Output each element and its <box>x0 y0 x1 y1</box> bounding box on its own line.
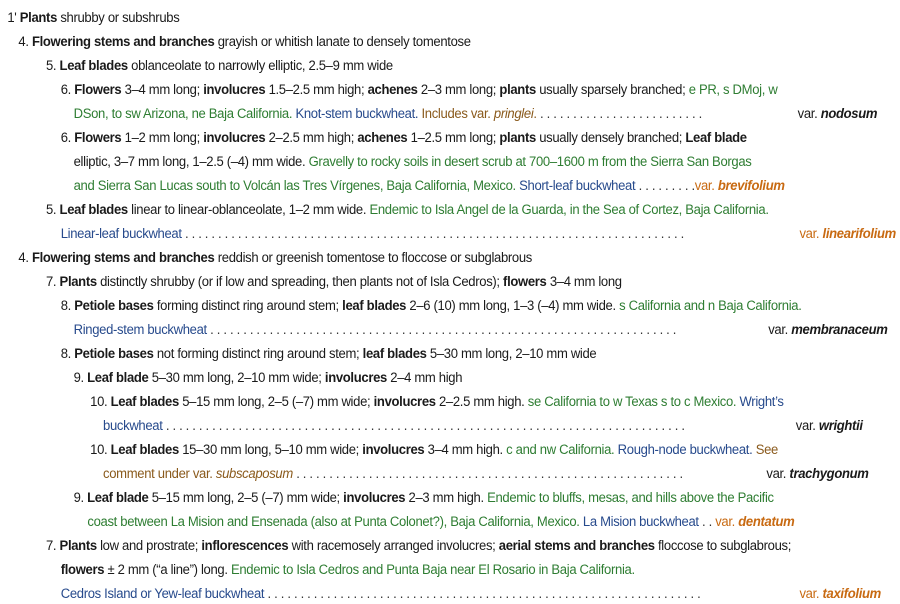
leader-dots: . . . . . . . . . . . . . . . . . . . . . . . . . <box>536 106 702 122</box>
bold-term: Flowering stems and branches <box>31 250 215 266</box>
bold-term: involucres <box>203 130 266 146</box>
bold-term: involucres <box>324 370 387 386</box>
key-couplet-7b <box>46 536 791 556</box>
note-text: . <box>533 106 537 122</box>
couplet-text: usually sparsely branched; <box>535 82 689 98</box>
key-couplet-4b <box>18 248 532 268</box>
bold-term: involucres <box>203 82 266 98</box>
key-continuation <box>87 512 900 532</box>
couplet-text: forming distinct ring around stem; <box>153 298 343 314</box>
couplet-text: linear to linear-oblanceolate, 1–2 mm wide. <box>127 202 367 218</box>
bold-term: inflorescences <box>201 538 289 554</box>
distribution-text: e PR, s DMoj, w <box>688 82 778 98</box>
bold-term: leaf blades <box>342 298 407 314</box>
note-taxon: pringlei <box>493 106 534 122</box>
couplet-text: 2–3 mm high. <box>405 490 484 506</box>
variety-result <box>798 104 878 124</box>
couplet-text: 2–2.5 mm high; <box>265 130 358 146</box>
common-name: Wright’s <box>736 394 784 410</box>
key-couplet-10a <box>90 392 783 412</box>
leader-dots: . . <box>698 514 712 530</box>
bold-term: flowers <box>503 274 547 290</box>
leader-dots: . . . . . . . . . . . . . . . . . . . . . . . . . . . . . . . . . . . . . . . . . . . . . . . . . . . . . . . . . . . . . . . . . . <box>264 586 701 602</box>
key-continuation <box>74 104 900 124</box>
bold-term: Plants <box>59 274 97 290</box>
variety-prefix: var. <box>797 106 821 122</box>
bold-term: Plants <box>19 10 58 26</box>
bold-term: Flowering stems and branches <box>31 34 215 50</box>
couplet-number: 10. <box>90 442 108 458</box>
key-couplet-6a <box>61 80 778 100</box>
bold-term: involucres <box>343 490 406 506</box>
couplet-text: shrubby or subshrubs <box>57 10 180 26</box>
bold-term: Flowers <box>74 82 122 98</box>
key-couplet-9a <box>74 368 463 388</box>
bold-term: Leaf blades <box>110 394 179 410</box>
couplet-text: 5–15 mm long, 2–5 (–7) mm wide; <box>178 394 374 410</box>
key-couplet-6b <box>61 128 747 148</box>
bold-term: flowers <box>60 562 105 578</box>
bold-term: Leaf blade <box>685 130 747 146</box>
couplet-text: 3–4 mm long <box>546 274 622 290</box>
key-couplet-5a <box>46 56 393 76</box>
bold-term: Leaf blades <box>110 442 179 458</box>
variety-prefix: var. <box>715 514 739 530</box>
common-name: buckwheat <box>103 418 163 434</box>
key-couplet-8b <box>61 344 597 364</box>
note-text: Includes var. <box>418 106 494 122</box>
couplet-text: 2–4 mm high <box>386 370 463 386</box>
distribution-text: c and nw California. <box>502 442 615 458</box>
common-name: Linear-leaf buckwheat <box>60 226 182 242</box>
bold-term: Petiole bases <box>74 346 154 362</box>
variety-prefix: var. <box>795 418 819 434</box>
couplet-number: 8. <box>60 298 71 314</box>
variety-prefix: var. <box>766 466 790 482</box>
couplet-text: reddish or greenish tomentose to floccose or subglabrous <box>214 250 533 266</box>
leader-dots: . . . . . . . . . . . . . . . . . . . . . . . . . . . . . . . . . . . . . . . . . . . . . . . . . . . . . . . . . . . . . . . . . . . . . . . . . . . . <box>181 226 684 242</box>
couplet-number: 5. <box>46 202 57 218</box>
bold-term: Plants <box>59 538 97 554</box>
couplet-number: 7. <box>46 538 57 554</box>
key-couplet-1prime <box>7 8 179 28</box>
key-couplet-9b <box>74 488 774 508</box>
common-name: Short-leaf buckwheat <box>515 178 636 194</box>
variety-name-wrightii: wrightii <box>818 418 863 434</box>
common-name: Ringed-stem buckwheat <box>73 322 207 338</box>
couplet-text: 15–30 mm long, 5–10 mm wide; <box>178 442 363 458</box>
couplet-text: 2–6 (10) mm long, 1–3 (–4) mm wide. <box>406 298 616 314</box>
bold-term: Leaf blade <box>87 490 149 506</box>
note-text: comment under var. <box>103 466 216 482</box>
couplet-text: usually densely branched; <box>535 130 686 146</box>
distribution-text: se California to w Texas s to c Mexico. <box>524 394 737 410</box>
couplet-text: not forming distinct ring around stem; <box>153 346 363 362</box>
bold-term: Leaf blade <box>87 370 149 386</box>
variety-result <box>799 584 880 604</box>
couplet-text: 5–30 mm long, 2–10 mm wide; <box>148 370 325 386</box>
couplet-text: floccose to subglabrous; <box>654 538 792 554</box>
couplet-number: 1' <box>7 10 17 26</box>
key-couplet-10b <box>90 440 778 460</box>
couplet-number: 6. <box>60 130 71 146</box>
common-name: Knot-stem buckwheat. <box>292 106 419 122</box>
couplet-text: 5–15 mm long, 2–5 (–7) mm wide; <box>148 490 344 506</box>
variety-result <box>796 416 863 436</box>
bold-term: Petiole bases <box>74 298 154 314</box>
couplet-number: 9. <box>73 370 84 386</box>
key-couplet-5b <box>46 200 769 220</box>
bold-term: Leaf blades <box>59 58 128 74</box>
couplet-text: 1–2 mm long; <box>121 130 204 146</box>
variety-result <box>768 320 887 340</box>
distribution-text: Endemic to Isla Angel de la Guarda, in the Sea of Cortez, Baja California. <box>366 202 769 218</box>
couplet-number: 9. <box>73 490 84 506</box>
note-text: See <box>752 442 778 458</box>
couplet-number: 4. <box>18 250 29 266</box>
distribution-text: coast between La Mision and Ensenada (also at Punta Colonet?), Baja California, Mexico. <box>87 514 580 530</box>
bold-term: involucres <box>373 394 436 410</box>
couplet-text: 2–2.5 mm high. <box>435 394 525 410</box>
couplet-text: 1.5–2.5 mm high; <box>265 82 368 98</box>
couplet-text: 2–3 mm long; <box>417 82 500 98</box>
distribution-text: and Sierra San Lucas south to Volcán las Tres Vírgenes, Baja California, Mexico. <box>73 178 516 194</box>
common-name: Cedros Island or Yew-leaf buckwheat <box>60 586 265 602</box>
variety-name-taxifolium: taxifolium <box>822 586 881 602</box>
couplet-text: 5–30 mm long, 2–10 mm wide <box>426 346 597 362</box>
variety-prefix: var. <box>694 178 718 194</box>
bold-term: plants <box>499 82 536 98</box>
key-continuation <box>103 416 900 436</box>
bold-term: involucres <box>362 442 425 458</box>
variety-name-trachygonum: trachygonum <box>789 466 869 482</box>
key-continuation <box>103 464 900 484</box>
variety-name-dentatum: dentatum <box>738 514 795 530</box>
variety-prefix: var. <box>799 586 823 602</box>
common-name: La Mision buckwheat <box>579 514 699 530</box>
couplet-text: low and prostrate; <box>96 538 202 554</box>
note-taxon: subscaposum <box>215 466 293 482</box>
key-couplet-4a <box>18 32 470 52</box>
couplet-text: distinctly shrubby (or if low and spreading, then plants not of Isla Cedros); <box>96 274 504 290</box>
bold-term: achenes <box>367 82 418 98</box>
key-continuation <box>74 152 752 172</box>
variety-result <box>766 464 868 484</box>
bold-term: plants <box>499 130 536 146</box>
variety-prefix: var. <box>768 322 792 338</box>
leader-dots: . . . . . . . . . <box>635 178 695 194</box>
distribution-text: Gravelly to rocky soils in desert scrub at 700–1600 m from the Sierra San Borgas <box>305 154 752 170</box>
key-continuation <box>60 224 896 244</box>
variety-name-brevifolium: brevifolium <box>717 178 785 194</box>
couplet-text: elliptic, 3–7 mm long, 1–2.5 (–4) mm wide. <box>73 154 306 170</box>
distribution-text: Endemic to Isla Cedros and Punta Baja near El Rosario in Baja California. <box>227 562 635 578</box>
couplet-number: 4. <box>18 34 29 50</box>
key-continuation <box>74 176 900 196</box>
couplet-number: 8. <box>60 346 71 362</box>
couplet-text: 3–4 mm high. <box>424 442 503 458</box>
couplet-text: grayish or whitish lanate to densely tomentose <box>214 34 471 50</box>
variety-result <box>799 224 895 244</box>
key-continuation <box>74 320 900 340</box>
couplet-text: oblanceolate to narrowly elliptic, 2.5–9 mm wide <box>127 58 393 74</box>
couplet-number: 6. <box>60 82 71 98</box>
distribution-text: s California and n Baja California. <box>615 298 802 314</box>
couplet-text: with racemosely arranged involucres; <box>288 538 499 554</box>
distribution-text: Endemic to bluffs, mesas, and hills above the Pacific <box>483 490 774 506</box>
distribution-text: DSon, to sw Arizona, ne Baja California. <box>73 106 293 122</box>
variety-name-membranaceum: membranaceum <box>791 322 888 338</box>
bold-term: Leaf blades <box>59 202 128 218</box>
key-continuation <box>61 560 635 580</box>
couplet-number: 5. <box>46 58 57 74</box>
couplet-text: 1–2.5 mm long; <box>407 130 500 146</box>
bold-term: leaf blades <box>362 346 427 362</box>
bold-term: aerial stems and branches <box>498 538 655 554</box>
couplet-text: 3–4 mm long; <box>121 82 204 98</box>
couplet-number: 7. <box>46 274 57 290</box>
leader-dots: . . . . . . . . . . . . . . . . . . . . . . . . . . . . . . . . . . . . . . . . . . . . . . . . . . . . . . . . . . . . . . . . . . . . . . . <box>206 322 677 338</box>
key-couplet-7a <box>46 272 622 292</box>
leader-dots: . . . . . . . . . . . . . . . . . . . . . . . . . . . . . . . . . . . . . . . . . . . . . . . . . . . . . . . . . . . <box>292 466 683 482</box>
variety-name-linearifolium: linearifolium <box>822 226 896 242</box>
bold-term: Flowers <box>74 130 122 146</box>
common-name: Rough-node buckwheat. <box>614 442 753 458</box>
variety-prefix: var. <box>799 226 823 242</box>
leader-dots: . . . . . . . . . . . . . . . . . . . . . . . . . . . . . . . . . . . . . . . . . . . . . . . . . . . . . . . . . . . . . . . . . . . . . . . . . . . . . . . <box>162 418 685 434</box>
couplet-text: ± 2 mm (“a line”) long. <box>104 562 228 578</box>
key-continuation <box>61 584 889 604</box>
key-couplet-8a <box>61 296 802 316</box>
bold-term: achenes <box>357 130 408 146</box>
couplet-number: 10. <box>90 394 108 410</box>
variety-name-nodosum: nodosum <box>820 106 878 122</box>
